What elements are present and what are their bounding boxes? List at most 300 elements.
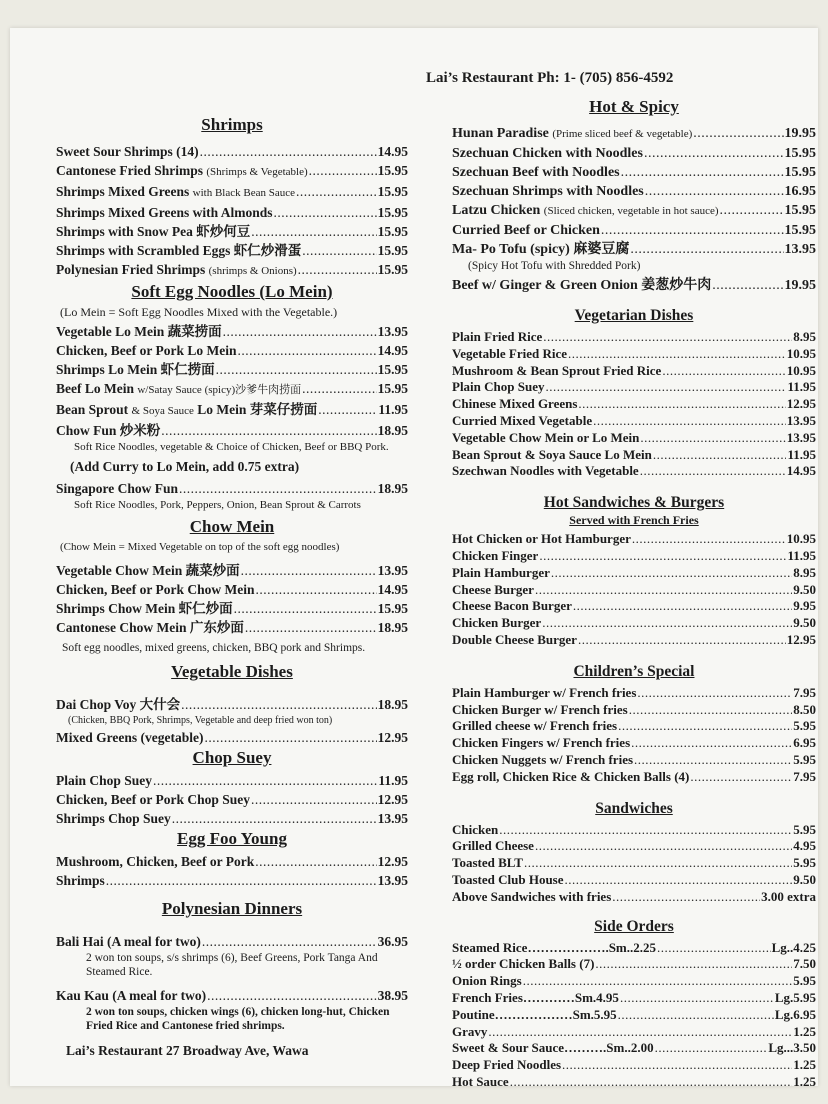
- item-price: 15.95: [377, 184, 408, 199]
- menu-item: [452, 615, 816, 632]
- item-price: 8.95: [793, 329, 816, 344]
- menu-item: [452, 1040, 816, 1057]
- menu-item: [56, 852, 408, 871]
- item-name: [452, 615, 541, 632]
- veg-list: [452, 329, 816, 480]
- item-price: 13.95: [377, 563, 408, 578]
- section-title-hotspicy: Hot & Spicy: [589, 97, 679, 116]
- item-name: [452, 769, 689, 786]
- item-price: 5.95: [793, 718, 816, 734]
- item-name-suffix: Lo Mein 芽菜仔捞面: [197, 402, 318, 417]
- item-price: 15.95: [377, 601, 408, 616]
- item-price: 18.95: [377, 423, 408, 438]
- item-name-text: Shrimps Mixed Greens with Almonds: [56, 205, 273, 220]
- item-price: 15.95: [377, 262, 408, 277]
- leader-dots: [720, 201, 784, 220]
- menu-item: [452, 531, 816, 548]
- menu-item: [56, 986, 408, 1005]
- eggfoo-list: [56, 852, 408, 890]
- item-name: [56, 322, 222, 341]
- curry-note: (Add Curry to Lo Mein, add 0.75 extra): [70, 459, 300, 474]
- menu-item: [56, 599, 408, 618]
- menu-item: [452, 447, 816, 464]
- item-price: Lg.5.95: [774, 989, 816, 1005]
- leader-dots: [302, 379, 377, 398]
- item-price: 15.95: [784, 223, 816, 238]
- menu-item: [56, 421, 408, 440]
- leader-dots: [241, 561, 377, 580]
- item-name: [452, 1074, 509, 1091]
- menu-item: [56, 222, 408, 241]
- item-price: 15.95: [377, 362, 408, 377]
- item-price: 12.95: [377, 854, 408, 869]
- leader-dots: [618, 718, 792, 735]
- menu-item: [452, 201, 816, 221]
- item-name-text: Chicken Nuggets w/ French fries: [452, 751, 634, 767]
- item-name-text: Chicken, Beef or Pork Chop Suey: [56, 792, 251, 807]
- item-name: [452, 1057, 561, 1074]
- leader-dots: [551, 565, 792, 582]
- item-price: 13.95: [377, 324, 408, 339]
- item-price: 15.95: [377, 205, 408, 220]
- item-name: [56, 599, 233, 618]
- item-price: 13.95: [377, 873, 408, 888]
- item-price: 1.25: [793, 1073, 816, 1089]
- item-price: 13.95: [786, 429, 816, 445]
- item-name: [452, 1007, 617, 1024]
- item-price: 11.95: [787, 547, 816, 563]
- item-name-text: Grilled cheese w/ French fries: [452, 718, 618, 734]
- item-name-text: Plain Chop Suey: [452, 379, 545, 395]
- leader-dots: [630, 240, 783, 259]
- item-name: [452, 956, 594, 973]
- item-name-text: Vegetable Fried Rice: [452, 345, 568, 361]
- lomein-list: [56, 322, 408, 440]
- menu-item: [452, 144, 816, 163]
- item-name: [452, 163, 620, 182]
- item-price: 9.95: [793, 598, 816, 614]
- sandwiches-list: [452, 822, 816, 906]
- item-name: Kau Kau (A meal for two): [56, 988, 207, 1003]
- item-name-text: Chicken Burger w/ French fries: [452, 701, 628, 717]
- item-name: [452, 855, 523, 872]
- item-price: 12.95: [377, 730, 408, 745]
- leader-dots: [545, 379, 786, 396]
- item-name: [452, 822, 498, 839]
- leader-dots: [621, 163, 784, 182]
- chopsuey-list: [56, 771, 408, 828]
- menu-item: [56, 871, 408, 890]
- item-description: (shrimps & Onions): [208, 265, 297, 277]
- item-name: [56, 360, 215, 379]
- item-price: 7.95: [793, 768, 816, 784]
- menu-item: [56, 142, 408, 161]
- menu-item: [452, 735, 816, 752]
- menu-item: [452, 430, 816, 447]
- leader-dots: [535, 582, 792, 599]
- leader-dots: [216, 360, 377, 379]
- leader-dots: [601, 221, 784, 240]
- lomein-intro: (Lo Mein = Soft Egg Noodles Mixed with the Vegetable.): [60, 305, 338, 319]
- item-name-text: Chicken Finger: [452, 547, 539, 563]
- item-price: 13.95: [784, 242, 816, 257]
- item-name: [452, 124, 692, 144]
- item-price: 38.95: [377, 988, 408, 1003]
- item-name-text: French Fries…………Sm.4.95: [452, 989, 619, 1005]
- item-name: [56, 341, 236, 360]
- item-name: [452, 565, 550, 582]
- item-price: 11.95: [787, 446, 816, 462]
- item-name-text: Curried Beef or Chicken: [452, 223, 600, 238]
- item-name-text: Egg roll, Chicken Rice & Chicken Balls (4): [452, 768, 690, 784]
- menu-item: [452, 1074, 816, 1091]
- item-name: [56, 790, 250, 809]
- item-name-text: Sweet Sour Shrimps (14): [56, 144, 199, 159]
- leader-dots: [499, 822, 792, 839]
- leader-dots: [510, 1074, 793, 1091]
- leader-dots: [200, 142, 377, 161]
- chowfun-note: Soft Rice Noodles, vegetable & Choice of Chicken, Beef or BBQ Pork.: [74, 441, 389, 453]
- item-name: [452, 548, 538, 565]
- leader-dots: [318, 400, 377, 419]
- menu-item: [452, 329, 816, 346]
- item-price: 11.95: [787, 379, 816, 395]
- menu-item: [452, 598, 816, 615]
- menu-item: [452, 363, 816, 380]
- item-price: 1.25: [793, 1057, 816, 1073]
- menu-item: [452, 872, 816, 889]
- item-price: 7.50: [793, 956, 816, 972]
- item-price: 10.95: [786, 362, 816, 378]
- item-name: [56, 771, 152, 790]
- item-name: [452, 531, 631, 548]
- item-name-text: Plain Chop Suey: [56, 773, 153, 788]
- menu-item: [56, 695, 408, 714]
- section-title-sandwiches: Sandwiches: [595, 799, 673, 817]
- item-name: [452, 735, 630, 752]
- item-name: [452, 396, 577, 413]
- item-name: Dai Chop Voy 大什会: [56, 697, 181, 712]
- leader-dots: [539, 548, 786, 565]
- item-name-text: Gravy: [452, 1023, 488, 1039]
- item-price: 7.95: [793, 684, 816, 700]
- item-name-text: Ma- Po Tofu (spicy) 麻婆豆腐: [452, 242, 630, 257]
- hotspicy-list: [452, 124, 816, 259]
- item-price: 19.95: [784, 278, 816, 293]
- menu-item: [452, 838, 816, 855]
- menu-item: [56, 161, 408, 182]
- item-price: 18.95: [377, 620, 408, 635]
- menu-item: [452, 163, 816, 182]
- item-price: 14.95: [377, 144, 408, 159]
- item-name-text: Toasted Club House: [452, 871, 564, 887]
- item-name-text: Shrimps: [56, 873, 105, 888]
- item-name-text: Steamed Rice……………….Sm..2.25: [452, 939, 657, 955]
- item-name-text: Bean Sprout & Soya Sauce Lo Mein: [452, 446, 652, 462]
- item-price: 11.95: [378, 773, 408, 788]
- menu-item: [452, 463, 816, 480]
- item-name: [452, 685, 636, 702]
- leader-dots: [245, 618, 377, 637]
- item-name: [452, 447, 652, 464]
- section-title-eggfoo: Egg Foo Young: [177, 829, 287, 848]
- item-description: & Soya Sauce: [131, 405, 194, 417]
- item-name-text: Mushroom, Chicken, Beef or Pork: [56, 854, 255, 869]
- item-name-text: Mushroom & Bean Sprout Fried Rice: [452, 362, 662, 378]
- item-description: w/Satay Sauce (spicy)沙爹牛肉捞面: [137, 384, 302, 396]
- item-name: [452, 973, 522, 990]
- item-price: 18.95: [377, 697, 408, 712]
- item-name: [452, 144, 643, 163]
- menu-item: [452, 1007, 816, 1024]
- chowmein-note: Soft egg noodles, mixed greens, chicken, BBQ pork and Shrimps.: [62, 642, 366, 654]
- item-name-text: Poutine………………Sm.5.95: [452, 1006, 617, 1022]
- leader-dots: [568, 346, 786, 363]
- tofu-note: (Spicy Hot Tofu with Shredded Pork): [468, 260, 641, 272]
- item-name: [452, 718, 617, 735]
- item-price: 13.95: [786, 412, 816, 428]
- item-name-text: Shrimps Lo Mein 虾仁捞面: [56, 362, 215, 377]
- item-name-text: Chicken, Beef or Pork Chow Mein: [56, 582, 255, 597]
- leader-dots: [161, 421, 376, 440]
- item-price: 10.95: [786, 531, 816, 547]
- item-price: 5.95: [793, 821, 816, 837]
- item-price: 15.95: [377, 163, 408, 178]
- left-column: [56, 110, 408, 1059]
- item-name-text: Chow Fun 炒米粉: [56, 423, 161, 438]
- section-title-chopsuey: Chop Suey: [192, 748, 272, 767]
- item-name-text: Szechwan Noodles with Vegetable: [452, 463, 639, 479]
- item-name-text: Hunan Paradise: [452, 126, 549, 141]
- item-name: [452, 1024, 487, 1041]
- item-name: [452, 379, 544, 396]
- section-title-chowmein: Chow Mein: [189, 517, 275, 536]
- item-name: Bali Hai (A meal for two): [56, 934, 201, 949]
- item-name-text: Chicken, Beef or Pork Lo Mein: [56, 343, 237, 358]
- item-name: [56, 809, 171, 828]
- menu-item: [56, 479, 408, 498]
- section-title-veg: Vegetarian Dishes: [574, 307, 694, 324]
- menu-item: [452, 379, 816, 396]
- item-name: [452, 940, 656, 957]
- item-name-text: Shrimps Mixed Greens: [56, 184, 190, 199]
- item-name: [452, 182, 644, 201]
- leader-dots: [693, 124, 783, 143]
- leader-dots: [655, 1040, 768, 1057]
- item-name: [452, 838, 534, 855]
- item-name: [452, 990, 619, 1007]
- leader-dots: [637, 685, 792, 702]
- leader-dots: [543, 329, 792, 346]
- item-description: (Sliced chicken, vegetable in hot sauce): [543, 205, 719, 217]
- menu-item: [452, 182, 816, 201]
- item-name-text: Szechuan Shrimps with Noodles: [452, 184, 644, 199]
- item-price: 6.95: [793, 735, 816, 751]
- menu-item: [452, 413, 816, 430]
- menu-item: [452, 565, 816, 582]
- item-name: [452, 872, 564, 889]
- menu-item: [452, 346, 816, 363]
- leader-dots: [296, 182, 377, 201]
- menu-item: [56, 182, 408, 203]
- item-name-text: Beef Lo Mein: [56, 381, 134, 396]
- leader-dots: [302, 241, 376, 260]
- leader-dots: [488, 1024, 792, 1041]
- menu-item: [56, 771, 408, 790]
- item-name-text: Szechuan Beef with Noodles: [452, 165, 620, 180]
- menu-page: [10, 28, 818, 1089]
- section-title-lomein: Soft Egg Noodles (Lo Mein): [131, 282, 333, 301]
- item-name: [452, 201, 719, 221]
- item-price: 36.95: [377, 934, 408, 949]
- section-title-sandburg: Hot Sandwiches & Burgers: [543, 494, 725, 512]
- item-name: [56, 241, 301, 260]
- leader-dots: [595, 956, 792, 973]
- item-description: with Black Bean Sauce: [192, 187, 295, 199]
- item-price: 9.50: [793, 581, 816, 597]
- item-price: 4.95: [793, 838, 816, 854]
- item-name-text: Bean Sprout: [56, 402, 129, 417]
- item-name-text: Chicken Burger: [452, 615, 542, 631]
- section-title-children: Children’s Special: [573, 662, 695, 680]
- menu-item: [452, 548, 816, 565]
- item-name: [452, 346, 567, 363]
- item-price: 3.00 extra: [761, 888, 816, 904]
- menu-item: [452, 973, 816, 990]
- item-price: 9.50: [793, 871, 816, 887]
- item-name-text: Latzu Chicken: [452, 203, 541, 218]
- kau-note: 2 won ton soups, chicken wings (6), chicken long-hut, Chicken Fried Rice and Cantonese fried shrimps.: [86, 1006, 390, 1032]
- leader-dots: [223, 322, 377, 341]
- sandburg-sub: Served with French Fries: [569, 513, 699, 528]
- sides-list: [452, 940, 816, 1091]
- item-name-text: ½ order Chicken Balls (7): [452, 956, 595, 972]
- item-name: [452, 430, 639, 447]
- menu-item: [452, 752, 816, 769]
- item-name-text: Cantonese Chow Mein 广东炒面: [56, 620, 244, 635]
- item-name: [56, 182, 295, 203]
- item-name-text: Chinese Mixed Greens: [452, 396, 578, 412]
- item-name: [452, 702, 628, 719]
- item-name-text: Double Cheese Burger: [452, 631, 577, 647]
- item-name: Singapore Chow Fun: [56, 481, 179, 496]
- menu-item: [452, 221, 816, 240]
- item-price: 5.95: [793, 973, 816, 989]
- item-name: Beef w/ Ginger & Green Onion 姜葱炒牛肉: [452, 278, 712, 293]
- leader-dots: [535, 838, 792, 855]
- item-name: [56, 142, 199, 161]
- item-price: 5.95: [793, 855, 816, 871]
- menu-item: [452, 1024, 816, 1041]
- item-price: 10.95: [786, 345, 816, 361]
- menu-item: [452, 124, 816, 144]
- item-name: [56, 421, 160, 440]
- item-name-text: Plain Fried Rice: [452, 329, 543, 344]
- phone-header: Lai’s Restaurant Ph: 1- (705) 856-4592: [426, 70, 674, 86]
- item-name-text: Grilled Cheese: [452, 838, 534, 854]
- item-price: 5.95: [793, 751, 816, 767]
- menu-item: [56, 809, 408, 828]
- leader-dots: [153, 771, 377, 790]
- item-name: [56, 618, 244, 637]
- item-name-text: Szechuan Chicken with Noodles: [452, 146, 643, 161]
- right-column: [452, 70, 816, 1091]
- item-price: 13.95: [377, 811, 408, 826]
- leader-dots: [237, 341, 376, 360]
- leader-dots: [274, 203, 377, 222]
- item-name: [56, 379, 301, 400]
- leader-dots: [645, 182, 784, 201]
- section-title-vegdishes: Vegetable Dishes: [171, 662, 293, 681]
- item-price: 14.95: [377, 343, 408, 358]
- item-price: 16.95: [784, 184, 816, 199]
- item-name-text: Plain Hamburger: [452, 564, 550, 580]
- item-price: 18.95: [377, 481, 408, 496]
- item-name-text: Vegetable Chow Mein or Lo Mein: [452, 429, 640, 445]
- leader-dots: [565, 872, 793, 889]
- leader-dots: [234, 599, 377, 618]
- item-name-text: Polynesian Fried Shrimps: [56, 262, 206, 277]
- leader-dots: [523, 973, 793, 990]
- leader-dots: [573, 598, 792, 615]
- item-name-text: Hot Sauce: [452, 1073, 509, 1089]
- item-name-text: Shrimps with Scrambled Eggs 虾仁炒滑蛋: [56, 243, 302, 258]
- item-name-text: Hot Chicken or Hot Hamburger: [452, 531, 631, 547]
- leader-dots: [593, 413, 786, 430]
- menu-item: [56, 241, 408, 260]
- menu-item: [56, 561, 408, 580]
- item-name-text: Cheese Bacon Burger: [452, 598, 572, 614]
- section-title-sides: Side Orders: [594, 917, 674, 935]
- menu-item: [56, 790, 408, 809]
- item-price: 15.95: [377, 381, 408, 396]
- item-price: 12.95: [786, 631, 816, 647]
- menu-item: [452, 956, 816, 973]
- leader-dots: [640, 463, 786, 480]
- menu-item: [452, 769, 816, 786]
- leader-dots: [653, 447, 787, 464]
- item-name-text: Onion Rings: [452, 973, 522, 989]
- leader-dots: [644, 144, 784, 163]
- item-name: [56, 561, 240, 580]
- item-price: Lg.6.95: [774, 1006, 816, 1022]
- leader-dots: [251, 222, 376, 241]
- menu-item: [56, 728, 408, 747]
- item-price: Lg...3.50: [768, 1040, 816, 1056]
- section-title-shrimps: Shrimps: [201, 115, 263, 134]
- leader-dots: [309, 161, 377, 180]
- item-name: [452, 240, 629, 259]
- item-name: [56, 852, 254, 871]
- menu-item: [452, 940, 816, 957]
- item-name-text: Cheese Burger: [452, 581, 534, 597]
- item-name: [56, 203, 273, 222]
- menu-item: [56, 203, 408, 222]
- item-price: 19.95: [784, 126, 816, 141]
- item-name: [56, 580, 255, 599]
- item-name-text: Vegetable Lo Mein 蔬菜捞面: [56, 324, 222, 339]
- menu-item: [452, 685, 816, 702]
- item-name: [452, 582, 534, 599]
- singapore-note: Soft Rice Noodles, Pork, Peppers, Onion, Bean Sprout & Carrots: [74, 499, 361, 511]
- address-footer: Lai’s Restaurant 27 Broadway Ave, Wawa: [66, 1043, 309, 1058]
- item-name: [452, 329, 542, 346]
- menu-item: [56, 932, 408, 951]
- leader-dots: [542, 615, 792, 632]
- item-price: 12.95: [377, 792, 408, 807]
- item-name-text: Shrimps Chow Mein 虾仁炒面: [56, 601, 233, 616]
- item-name: [452, 598, 572, 615]
